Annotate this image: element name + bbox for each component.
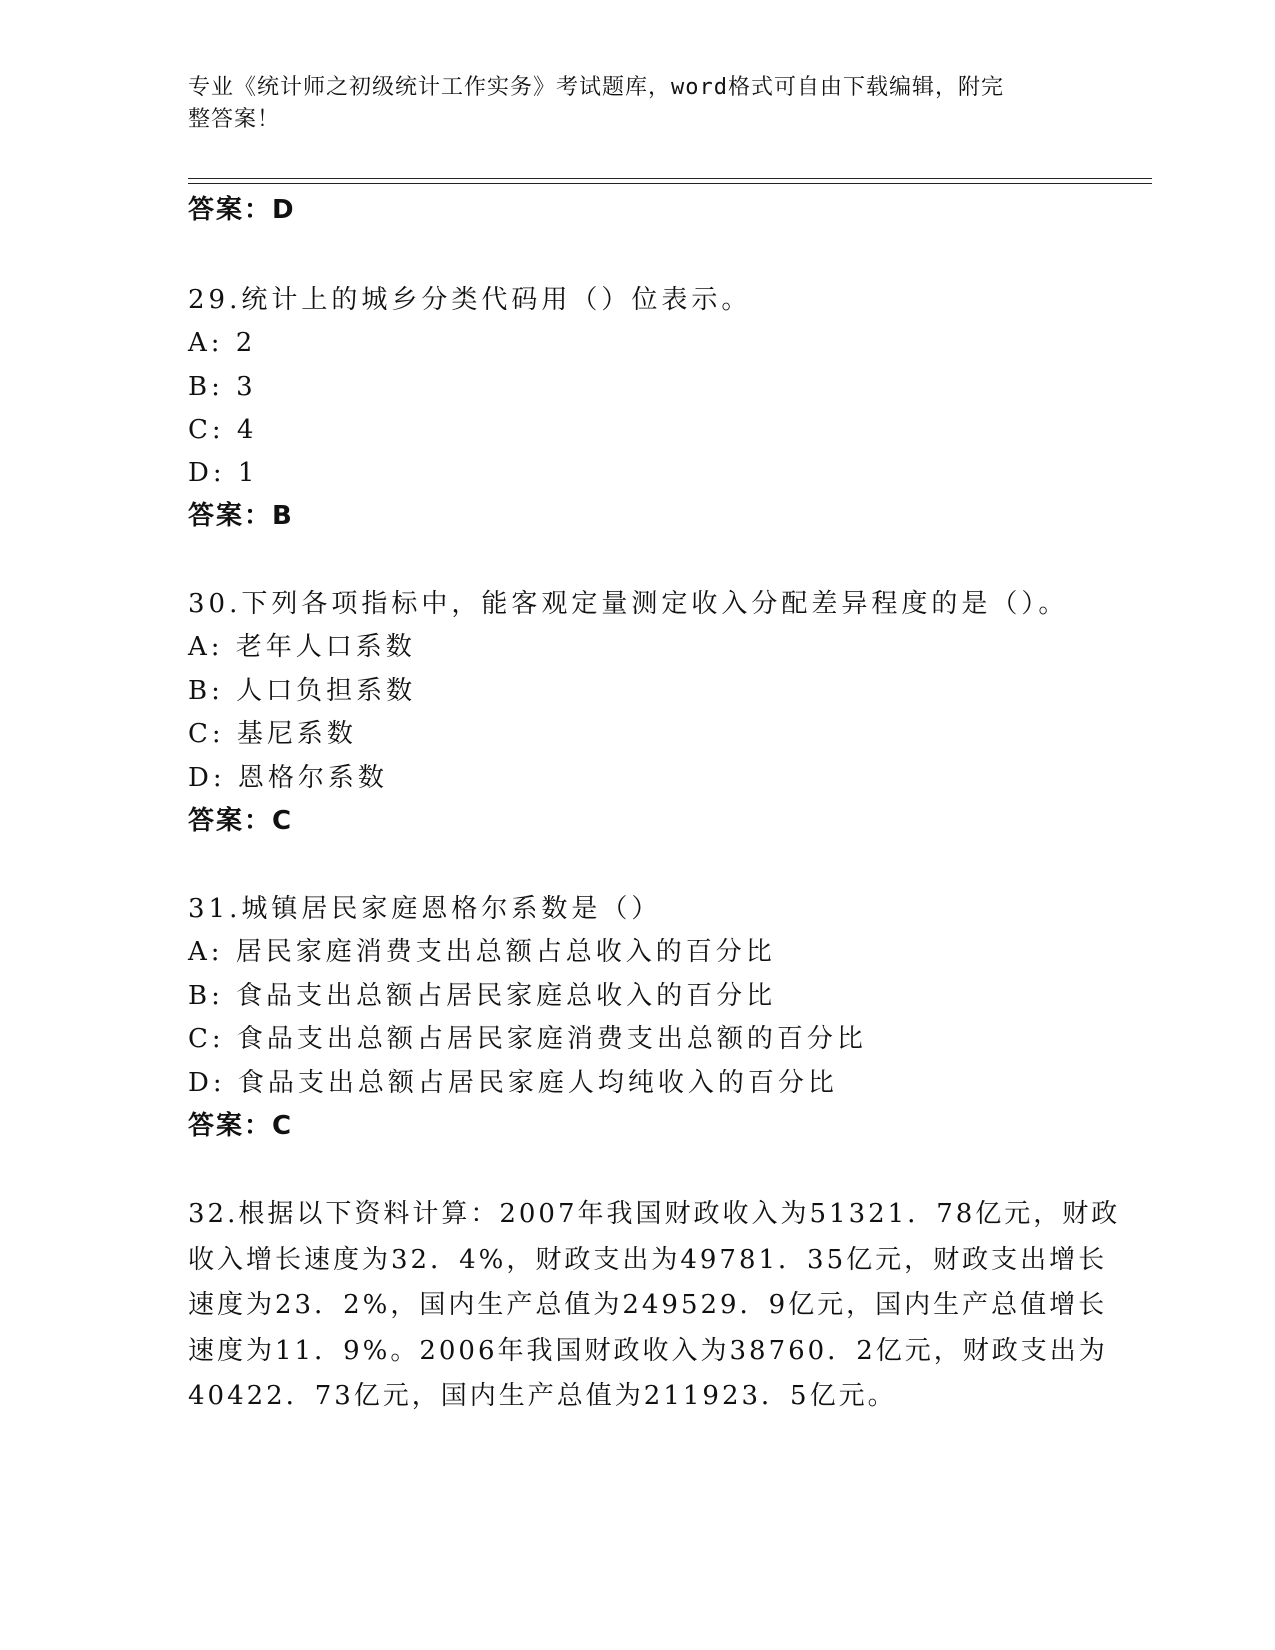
q31-option-a: A: 居民家庭消费支出总额占总收入的百分比: [188, 937, 776, 967]
answer-29: 答案：B: [188, 501, 294, 531]
header-line-2: 整答案！: [188, 107, 281, 132]
q30-option-a: A: 老年人口系数: [188, 632, 416, 662]
q31-option-c: C: 食品支出总额占居民家庭消费支出总额的百分比: [188, 1024, 867, 1054]
header-divider-bottom: [188, 183, 1152, 184]
q30-option-c: C: 基尼系数: [188, 719, 357, 749]
header-divider-top: [188, 178, 1152, 179]
q32-line-3: 速度为23．2%，国内生产总值为249529．9亿元，国内生产总值增长: [188, 1290, 1108, 1320]
q30-option-d: D: 恩格尔系数: [188, 763, 388, 793]
q29-option-a: A: 2: [188, 328, 257, 358]
q31-option-b: B: 食品支出总额占居民家庭总收入的百分比: [188, 981, 777, 1011]
q32-line-2: 收入增长速度为32．4%，财政支出为49781．35亿元，财政支出增长: [188, 1244, 1108, 1275]
question-32: [188, 1192, 1121, 1420]
q29-option-c: C: 4: [188, 415, 258, 445]
document-header-note: [188, 72, 1068, 136]
q32-line-4: 速度为11．9%。2006年我国财政收入为38760．2亿元，财政支出为: [188, 1335, 1108, 1366]
q32-line-5: 40422．73亿元，国内生产总值为211923．5亿元。: [188, 1381, 897, 1411]
q32-line-1: 32.根据以下资料计算：2007年我国财政收入为51321．78亿元，财政: [188, 1199, 1121, 1229]
q31-option-d: D: 食品支出总额占居民家庭人均纯收入的百分比: [188, 1068, 838, 1098]
question-31: 31.城镇居民家庭恩格尔系数是（）: [188, 894, 662, 924]
answer-30: 答案：C: [188, 806, 294, 836]
question-29: 29.统计上的城乡分类代码用（）位表示。: [188, 285, 752, 315]
question-30: 30.下列各项指标中，能客观定量测定收入分配差异程度的是（）。: [188, 589, 1069, 619]
header-line-1: 专业《统计师之初级统计工作实务》考试题库，word格式可自由下载编辑，附完: [188, 75, 1004, 100]
answer-31: 答案：C: [188, 1111, 294, 1141]
q29-option-b: B: 3: [188, 372, 257, 402]
q30-option-b: B: 人口负担系数: [188, 676, 417, 706]
answer-28: 答案：D: [188, 195, 296, 225]
q29-option-d: D: 1: [188, 458, 259, 488]
